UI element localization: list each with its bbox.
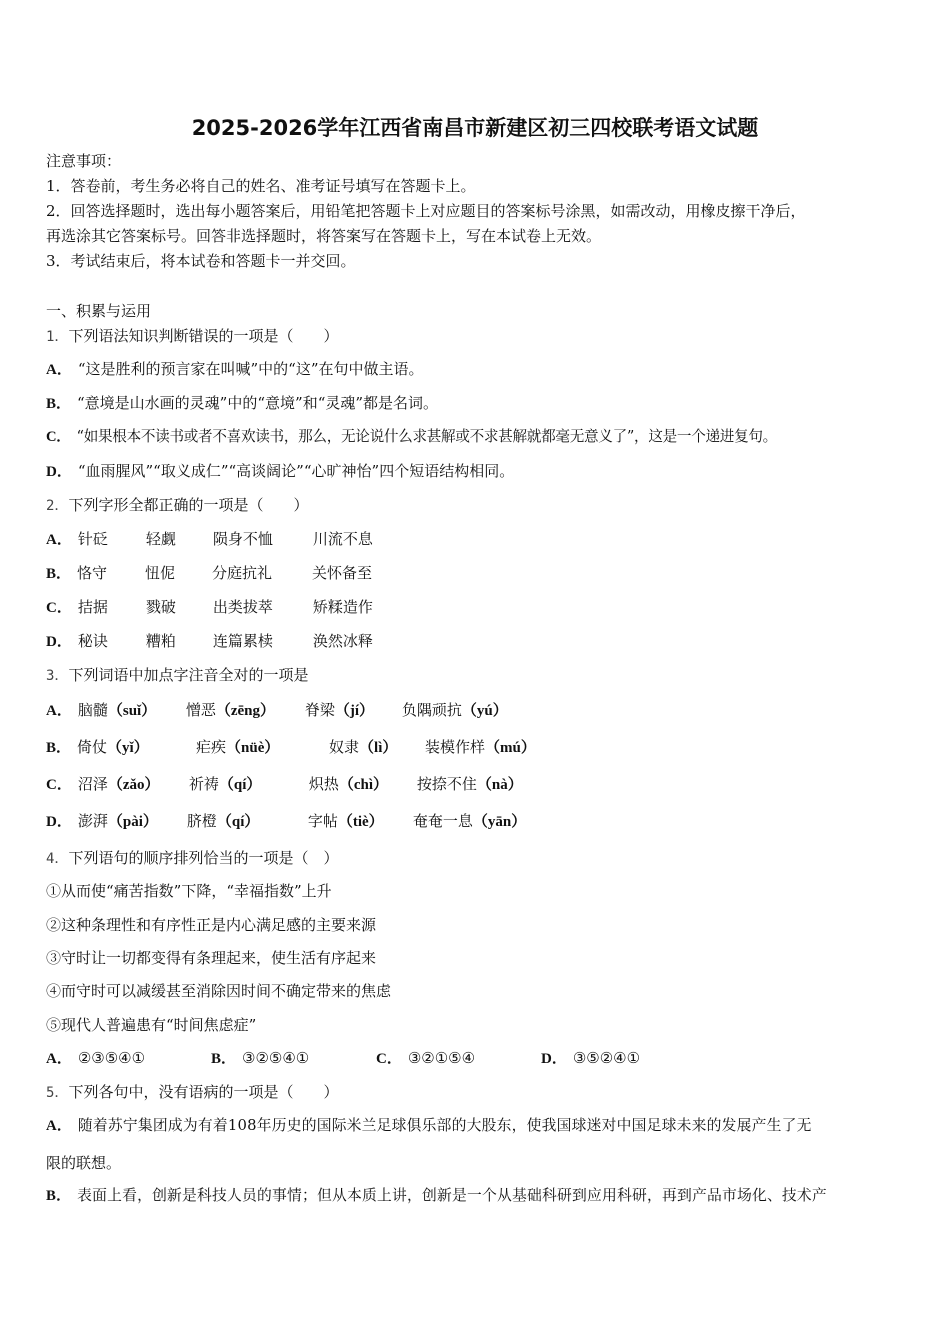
question-5-option-a bbox=[46, 1116, 812, 1136]
option-word: 字帖 bbox=[307, 812, 338, 830]
option-word: 奴隶 bbox=[329, 738, 360, 756]
option-word: 脐橙 bbox=[186, 812, 217, 830]
question-text: 下列词语中加点字注音全对的一项是 bbox=[68, 666, 309, 684]
option-word: 分庭抗礼 bbox=[212, 564, 273, 582]
question-4-sentence-5: ⑤现代人普遍患有“时间焦虑症” bbox=[46, 1016, 257, 1034]
option-pinyin: （nüè） bbox=[226, 740, 280, 756]
question-text: 下列语法知识判断错误的一项是（ ） bbox=[68, 327, 339, 345]
question-2-option-d bbox=[46, 631, 373, 652]
option-pinyin: （yú） bbox=[461, 703, 508, 719]
question-1-option-a bbox=[46, 359, 424, 380]
option-pinyin: （pài） bbox=[107, 814, 158, 830]
option-pinyin: （qí） bbox=[216, 814, 260, 830]
question-number: 5． bbox=[46, 1085, 69, 1101]
option-word: 轻觑 bbox=[145, 530, 176, 548]
option-pinyin: （lì） bbox=[359, 740, 398, 756]
option-word: 糟粕 bbox=[145, 632, 176, 650]
option-word: 针砭 bbox=[77, 530, 108, 548]
notice-heading: 注意事项： bbox=[46, 152, 122, 170]
section-heading: 一、积累与运用 bbox=[46, 302, 152, 320]
question-4-sentence-2: ②这种条理性和有序性正是内心满足感的主要来源 bbox=[46, 916, 377, 934]
option-label: B． bbox=[211, 1051, 237, 1067]
notice-item-2-cont: 再选涂其它答案标号。回答非选择题时，将答案写在答题卡上，写在本试卷上无效。 bbox=[46, 227, 602, 245]
option-label: C． bbox=[46, 600, 72, 616]
notice-item-2: 2．回答选择题时，选出每小题答案后，用铅笔把答题卡上对应题目的答案标号涂黑，如需改动，用橡皮擦干净后， bbox=[46, 202, 806, 220]
option-pinyin: （chì） bbox=[338, 777, 389, 793]
question-number: 3． bbox=[46, 668, 69, 684]
option-label: D． bbox=[541, 1051, 567, 1067]
option-word: 按捺不住 bbox=[416, 775, 477, 793]
option-word: 炽热 bbox=[308, 775, 339, 793]
option-label: B． bbox=[46, 1188, 72, 1204]
option-word: 关怀备至 bbox=[312, 564, 373, 582]
question-2-option-c bbox=[46, 597, 373, 618]
option-label: D． bbox=[46, 634, 72, 650]
question-text: 下列字形全都正确的一项是（ ） bbox=[68, 496, 309, 514]
option-text: ②③⑤④① bbox=[77, 1049, 146, 1067]
option-pinyin: （nà） bbox=[476, 777, 523, 793]
option-word: 脊梁 bbox=[304, 701, 335, 719]
question-3-option-d bbox=[46, 811, 526, 832]
option-pinyin: （suǐ） bbox=[107, 703, 157, 719]
option-word: 秘诀 bbox=[77, 632, 108, 650]
question-number: 1． bbox=[46, 329, 69, 345]
option-text: ③⑤②④① bbox=[572, 1049, 641, 1067]
option-label: A． bbox=[46, 1051, 72, 1067]
question-5-option-a-cont: 限的联想。 bbox=[46, 1154, 122, 1172]
option-label: B． bbox=[46, 740, 72, 756]
option-word: 奄奄一息 bbox=[412, 812, 473, 830]
option-pinyin: （zǎo） bbox=[107, 777, 160, 793]
option-word: 忸伲 bbox=[145, 564, 176, 582]
question-4-options bbox=[46, 1048, 640, 1069]
option-text: 表面上看，创新是科技人员的事情；但从本质上讲，创新是一个从基础科研到应用科研，再到产品市场化、技术产 bbox=[77, 1187, 827, 1204]
option-word: 澎湃 bbox=[77, 812, 108, 830]
option-text: ③②①⑤④ bbox=[407, 1049, 476, 1067]
option-word: 沼泽 bbox=[77, 775, 108, 793]
question-3-option-c bbox=[46, 774, 523, 795]
question-3-stem bbox=[46, 665, 308, 686]
option-word: 涣然冰释 bbox=[312, 632, 373, 650]
question-text: 下列语句的顺序排列恰当的一项是（ ） bbox=[68, 849, 339, 867]
option-pinyin: （qí） bbox=[218, 777, 262, 793]
option-label: B． bbox=[46, 566, 72, 582]
option-label: A． bbox=[46, 1118, 72, 1134]
question-1-option-c bbox=[46, 427, 777, 447]
option-word: 恪守 bbox=[77, 564, 108, 582]
option-word: 憎恶 bbox=[185, 701, 216, 719]
question-number: 2． bbox=[46, 498, 69, 514]
option-pinyin: （tiè） bbox=[337, 814, 384, 830]
option-text: ③②⑤④① bbox=[242, 1049, 310, 1067]
option-label: C． bbox=[376, 1051, 402, 1067]
option-word: 装模作样 bbox=[425, 738, 486, 756]
option-label: B． bbox=[46, 396, 72, 412]
option-label: D． bbox=[46, 464, 72, 480]
option-word: 祈祷 bbox=[188, 775, 219, 793]
question-3-option-a bbox=[46, 700, 508, 721]
option-text: “意境是山水画的灵魂”中的“意境”和“灵魂”都是名词。 bbox=[77, 394, 439, 412]
option-label: C． bbox=[46, 777, 72, 793]
option-word: 矫糅造作 bbox=[312, 598, 373, 616]
option-word: 陨身不恤 bbox=[212, 530, 273, 548]
question-2-stem bbox=[46, 495, 308, 516]
option-word: 出类拔萃 bbox=[212, 598, 273, 616]
question-1-option-b bbox=[46, 393, 438, 414]
question-2-option-a bbox=[46, 529, 373, 550]
option-pinyin: （yān） bbox=[472, 814, 527, 830]
notice-item-1: 1．答卷前，考生务必将自己的姓名、准考证号填写在答题卡上。 bbox=[46, 177, 476, 195]
option-word: 疟疾 bbox=[196, 738, 227, 756]
option-text: “这是胜利的预言家在叫喊”中的“这”在句中做主语。 bbox=[77, 360, 424, 378]
option-word: 戮破 bbox=[145, 598, 176, 616]
question-1-option-d bbox=[46, 461, 514, 482]
option-word: 拮据 bbox=[77, 598, 108, 616]
option-pinyin: （mú） bbox=[485, 740, 536, 756]
option-text: 随着苏宁集团成为有着108年历史的国际米兰足球俱乐部的大股东，使我国球迷对中国足球未来的发展产生了无 bbox=[77, 1117, 812, 1134]
question-5-option-b bbox=[46, 1186, 827, 1206]
option-word: 倚仗 bbox=[77, 738, 108, 756]
option-word: 连篇累椟 bbox=[212, 632, 273, 650]
option-label: A． bbox=[46, 362, 72, 378]
question-3-option-b bbox=[46, 737, 536, 758]
notice-item-3: 3．考试结束后，将本试卷和答题卡一并交回。 bbox=[46, 252, 356, 270]
option-pinyin: （jí） bbox=[334, 703, 375, 719]
option-label: A． bbox=[46, 703, 72, 719]
option-text: “如果根本不读书或者不喜欢读书，那么，无论说什么求甚解或不求甚解就都毫无意义了”，这是一个递进复句。 bbox=[76, 428, 777, 445]
option-word: 负隅顽抗 bbox=[401, 701, 462, 719]
option-label: D． bbox=[46, 814, 72, 830]
option-word: 川流不息 bbox=[312, 530, 373, 548]
option-pinyin: （zēng） bbox=[215, 703, 276, 719]
option-pinyin: （yǐ） bbox=[107, 740, 149, 756]
option-label: A． bbox=[46, 532, 72, 548]
question-4-sentence-3: ③守时让一切都变得有条理起来，使生活有序起来 bbox=[46, 949, 377, 967]
option-text: “血雨腥风”“取义成仁”“高谈阔论”“心旷神怡”四个短语结构相同。 bbox=[77, 462, 515, 480]
option-label: C． bbox=[46, 429, 71, 445]
question-2-option-b bbox=[46, 563, 372, 584]
question-4-sentence-4: ④而守时可以减缓甚至消除因时间不确定带来的焦虑 bbox=[46, 982, 392, 1000]
question-number: 4． bbox=[46, 851, 69, 867]
page-title: 2025-2026学年江西省南昌市新建区初三四校联考语文试题 bbox=[191, 116, 759, 140]
question-1-stem bbox=[46, 326, 338, 347]
question-text: 下列各句中，没有语病的一项是（ ） bbox=[68, 1083, 339, 1101]
question-5-stem bbox=[46, 1082, 338, 1103]
question-4-stem bbox=[46, 848, 338, 869]
option-word: 脑髓 bbox=[77, 701, 108, 719]
question-4-sentence-1: ①从而使“痛苦指数”下降，“幸福指数”上升 bbox=[46, 882, 332, 900]
